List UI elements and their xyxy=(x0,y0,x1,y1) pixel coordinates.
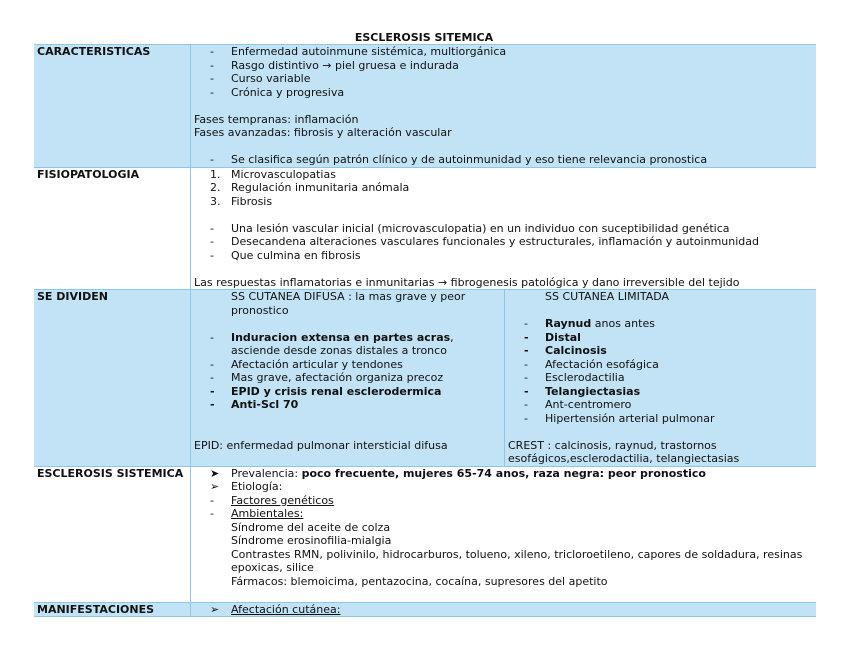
dash-icon: - xyxy=(210,72,214,85)
list-item: ➢ Afectación cutánea: xyxy=(210,602,341,616)
row-content xyxy=(191,602,817,617)
text-line: Fases avanzadas: fibrosis y alteración vascular xyxy=(194,126,452,139)
row-label: CARACTERISTICAS xyxy=(34,45,191,168)
row-caracteristicas xyxy=(34,45,816,168)
list-item: - Hipertensión arterial pulmonar xyxy=(524,411,715,425)
dash-icon: - xyxy=(210,330,214,344)
list-item: - Una lesión vascular inicial (microvasculopatia) en un individuo con suceptibilidad genética xyxy=(210,221,730,235)
row-label: MANIFESTACIONES xyxy=(34,602,191,617)
list-item: - Desecandena alteraciones vasculares funcionales y estructurales, inflamación y autoinmunidad xyxy=(210,235,760,248)
list-item: - Ambientales: xyxy=(210,507,304,520)
arrow-bullet-icon: ➢ xyxy=(210,480,220,493)
dash-icon: - xyxy=(210,248,214,262)
text-line: Síndrome del aceite de colza xyxy=(231,520,391,534)
text-line: Síndrome erosinofilia-mialgia xyxy=(231,534,392,547)
dash-icon: - xyxy=(524,384,529,398)
column-difusa xyxy=(191,290,505,466)
dash-icon: - xyxy=(210,221,214,235)
list-item: - Afectación esofágica xyxy=(524,357,659,371)
dash-icon: - xyxy=(210,235,214,248)
list-item: 1. Microvasculopatias xyxy=(210,167,336,181)
text-line: Las respuestas inflamatorias e inmunitarias → fibrogenesis patológica y dano irreversible del tejido xyxy=(194,275,740,289)
row-esclerosis xyxy=(34,466,816,602)
dash-icon: - xyxy=(524,357,528,371)
list-item: - Se clasifica según patrón clínico y de autoinmunidad y eso tiene relevancia pronostica xyxy=(210,153,708,166)
list-item: - EPID y crisis renal esclerodermica xyxy=(210,384,442,398)
list-item: - Mas grave, afectación organiza precoz xyxy=(210,371,444,384)
dash-icon: - xyxy=(210,45,214,58)
bold-arrow-bullet-icon: ➤ xyxy=(210,466,220,480)
row-content xyxy=(191,167,817,290)
row-label: SE DIVIDEN xyxy=(34,290,191,467)
list-item: - Curso variable xyxy=(210,72,311,85)
list-item: - Calcinosis xyxy=(524,344,607,357)
notes-table xyxy=(34,44,816,617)
row-se-dividen xyxy=(34,290,816,467)
list-item: ➢ Etiología: xyxy=(210,480,283,493)
dash-icon: - xyxy=(524,398,528,411)
dash-icon: - xyxy=(524,344,529,357)
list-item: - Enfermedad autoinmune sistémica, multiorgánica xyxy=(210,45,507,58)
row-manifestaciones xyxy=(34,602,816,617)
list-item: - Rasgo distintivo → piel gruesa e indurada xyxy=(210,58,459,72)
page-title: ESCLEROSIS SITEMICA xyxy=(354,31,494,44)
list-item: - Raynud anos antes xyxy=(524,317,655,330)
note-text: EPID: enfermedad pulmonar intersticial difusa xyxy=(194,438,448,452)
note-text: CREST : calcinosis, raynud, trastornos esofágicos,esclerodactilia, telangiectasias xyxy=(508,438,740,465)
dash-icon: - xyxy=(210,153,214,166)
list-item: - Afectación articular y tendones xyxy=(210,357,403,371)
list-item: - Telangiectasias xyxy=(524,384,641,398)
dash-icon: - xyxy=(210,398,215,411)
list-item: - Distal xyxy=(524,330,581,344)
column-title: SS CUTANEA DIFUSA : la mas grave y peor pronostico xyxy=(231,290,466,317)
dash-icon: - xyxy=(210,85,214,99)
list-item: ➤ Prevalencia: poco frecuente, mujeres 65-74 anos, raza negra: peor pronostico xyxy=(210,466,706,480)
row-label: ESCLEROSIS SISTEMICA xyxy=(34,466,191,602)
list-item: 3. Fibrosis xyxy=(210,194,273,208)
dash-icon: - xyxy=(210,507,214,520)
arrow-bullet-icon: ➢ xyxy=(210,602,220,616)
row-label: FISIOPATOLOGIA xyxy=(34,167,191,290)
row-content xyxy=(191,290,817,467)
dash-icon: - xyxy=(210,58,214,72)
list-item: - Factores genéticos xyxy=(210,493,334,507)
dash-icon: - xyxy=(210,357,214,371)
dash-icon: - xyxy=(210,371,214,384)
column-limitada xyxy=(505,290,816,466)
list-item: - Esclerodactilia xyxy=(524,371,625,384)
list-item: - Ant-centromero xyxy=(524,398,632,411)
row-fisiopatologia xyxy=(34,167,816,290)
list-item: - Que culmina en fibrosis xyxy=(210,248,361,262)
row-content xyxy=(191,45,817,168)
dash-icon: - xyxy=(210,384,215,398)
dash-icon: - xyxy=(524,371,528,384)
text-line: Fármacos: blemoicima, pentazocina, cocaína, supresores del apetito xyxy=(231,574,608,588)
column-title: SS CUTANEA LIMITADA xyxy=(545,290,670,303)
row-content xyxy=(191,466,817,602)
text-line: Contrastes RMN, polivinilo, hidrocarburos, tolueno, xileno, tricloroetileno, capores de soldadura, resinas epoxicas, silice xyxy=(231,547,803,574)
dash-icon: - xyxy=(210,493,214,507)
dash-icon: - xyxy=(524,411,528,425)
list-item: - Anti-Scl 70 xyxy=(210,398,299,411)
list-item: 2. Regulación inmunitaria anómala xyxy=(210,181,410,194)
dash-icon: - xyxy=(524,330,529,344)
list-item: - Induracion extensa en partes acras, asciende desde zonas distales a tronco xyxy=(210,330,454,357)
list-item: - Crónica y progresiva xyxy=(210,85,345,99)
text-line: Fases tempranas: inflamación xyxy=(194,112,359,126)
dash-icon: - xyxy=(524,317,528,330)
